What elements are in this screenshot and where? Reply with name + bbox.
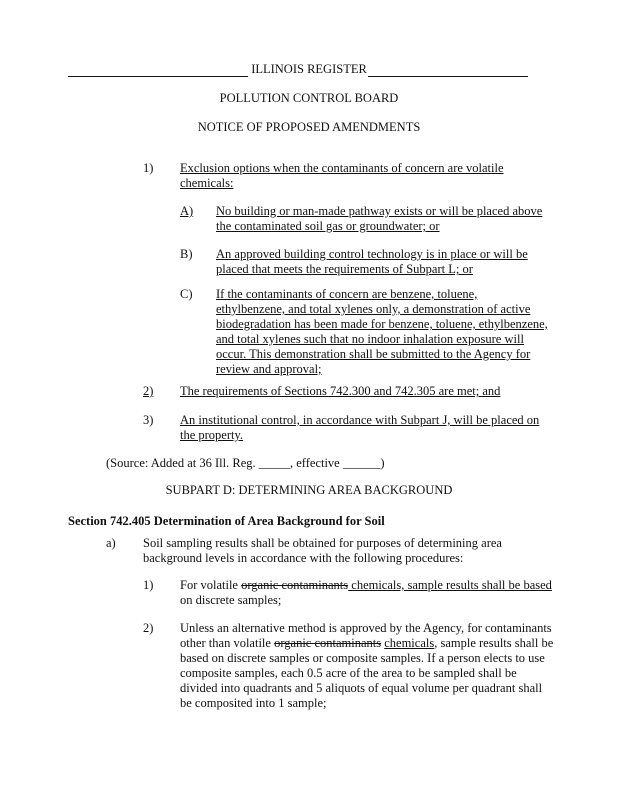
item-a-line: No building or man-made pathway exists or will be placed above (216, 204, 543, 218)
sub-1-line (180, 578, 552, 593)
item-1-line: Exclusion options when the contaminants of concern are volatile (180, 161, 504, 175)
inserted-text: chemicals, sample results shall be based (348, 578, 552, 592)
item-a-label: A) (180, 204, 194, 218)
item-2-label: 2) (143, 384, 154, 398)
item-b-line: placed that meets the requirements of Subpart L; or (216, 262, 473, 276)
inserted-text: chemicals (384, 636, 435, 650)
sub-1-line: on discrete samples; (180, 593, 282, 607)
sub-2-line: divided into quadrants and 5 aliquots of equal volume per quadrant shall (180, 681, 543, 695)
item-3-line: the property. (180, 428, 244, 442)
source-note: (Source: Added at 36 Ill. Reg. _____, effective ______) (106, 456, 385, 470)
sub-2-line: Unless an alternative method is approved by the Agency, for contaminants (180, 621, 552, 635)
subpart-heading: SUBPART D: DETERMINING AREA BACKGROUND (165, 483, 453, 497)
item-c-line: and total xylenes such that no indoor inhalation exposure will (216, 332, 524, 346)
section-heading: Section 742.405 Determination of Area Background for Soil (68, 514, 385, 528)
item-c-line: review and approval; (216, 362, 322, 376)
item-1-line: chemicals: (180, 176, 234, 190)
item-c-line: If the contaminants of concern are benzene, toluene, (216, 287, 478, 301)
item-c-line: ethylbenzene, and total xylenes only, a demonstration of active (216, 302, 531, 316)
item-c-label: C) (180, 287, 193, 301)
sub-2-label: 2) (143, 621, 154, 635)
deleted-text: organic contaminants (274, 636, 382, 650)
sub-2-line (180, 636, 553, 651)
sub-2-line: composite samples, each 0.5 acre of the area to be sampled shall be (180, 666, 517, 680)
sub-1-text: For volatile (180, 578, 242, 592)
item-3-label: 3) (143, 413, 154, 427)
deleted-text: organic contaminants (241, 578, 349, 592)
notice-title: NOTICE OF PROPOSED AMENDMENTS (197, 120, 421, 134)
item-c-line: occur. This demonstration shall be submitted to the Agency for (216, 347, 531, 361)
board-title: POLLUTION CONTROL BOARD (219, 91, 399, 105)
item-2-text: The requirements of Sections 742.300 and 742.305 are met; and (180, 384, 501, 398)
para-a-label: a) (106, 536, 116, 550)
sub-2-line: based on discrete samples or composite samples. If a person elects to use (180, 651, 545, 665)
sub-2-text: other than volatile (180, 636, 275, 650)
item-b-label: B) (180, 247, 193, 261)
para-a-line: background levels in accordance with the following procedures: (143, 551, 464, 565)
item-1-label: 1) (143, 161, 154, 175)
item-c-line: biodegradation has been made for benzene, toluene, ethylbenzene, (216, 317, 548, 331)
sub-1-label: 1) (143, 578, 154, 592)
sub-2-text: , sample results shall be (434, 636, 554, 650)
item-a-line: the contaminated soil gas or groundwater; or (216, 219, 440, 233)
register-title: ILLINOIS REGISTER (251, 62, 367, 76)
item-3-line: An institutional control, in accordance with Subpart J, will be placed on (180, 413, 540, 427)
item-b-line: An approved building control technology is in place or will be (216, 247, 528, 261)
sub-2-line: be composited into 1 sample; (180, 696, 327, 710)
para-a-line: Soil sampling results shall be obtained for purposes of determining area (143, 536, 502, 550)
